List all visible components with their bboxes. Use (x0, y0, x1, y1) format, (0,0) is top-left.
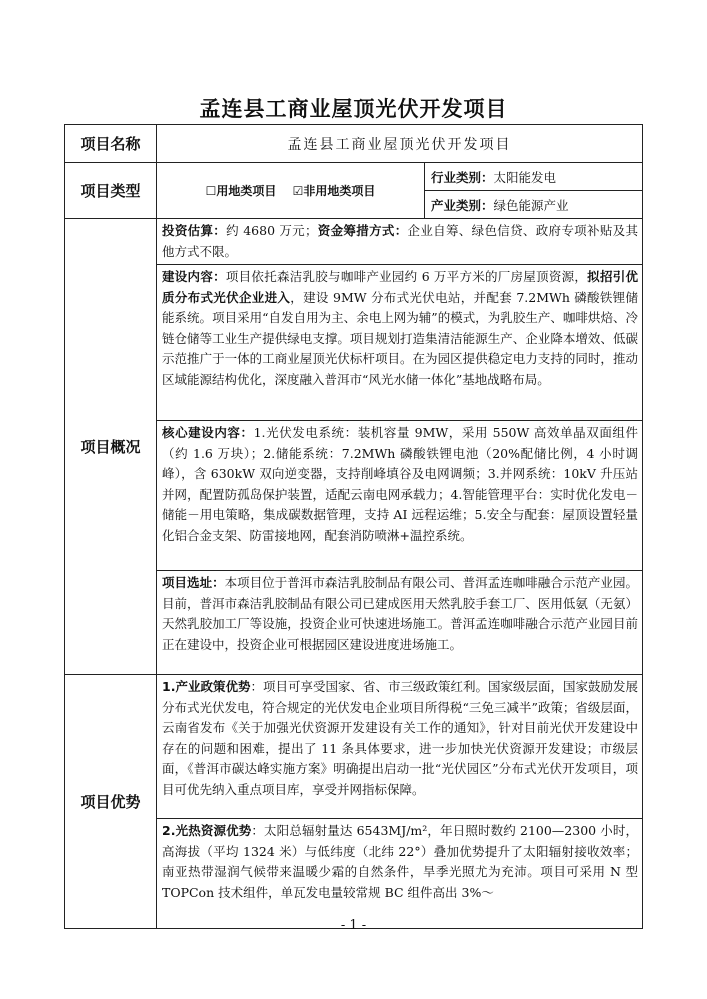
advantages-label: 项目优势 (65, 675, 157, 929)
construction-paragraph (157, 265, 643, 421)
page-number: - 1 - (340, 918, 367, 933)
row-project-type (65, 163, 643, 191)
industry-category-value: 太阳能发电 (493, 169, 557, 185)
construction-heading: 建设内容： (162, 269, 226, 284)
site-paragraph (157, 571, 643, 675)
core-heading: 核心建设内容： (162, 425, 254, 440)
overview-label: 项目概况 (65, 219, 157, 675)
construction-text-1: 项目依托森洁乳胶与咖啡产业园约 6 万平方米的厂房屋顶资源， (225, 269, 588, 284)
policy-paragraph (157, 675, 643, 819)
row-overview-investment (65, 219, 643, 265)
funding-text: 企业自筹、绿色信贷、政府专项补贴及其他方式不限。 (162, 223, 638, 259)
solar-paragraph (157, 819, 643, 929)
land-use-checkbox[interactable]: ☐用地类项目 (205, 184, 277, 198)
construction-highlight: 拟招引优质分布式光伏企业进入 (162, 269, 638, 305)
funding-heading: 资金筹措方式： (317, 223, 408, 238)
sector-category (425, 191, 643, 219)
policy-heading: 1.产业政策优势 (162, 679, 251, 694)
core-paragraph (157, 421, 643, 571)
project-name-label: 项目名称 (65, 125, 157, 163)
row-advantages-policy (65, 675, 643, 819)
policy-text: ：项目可享受国家、省、市三级政策红利。国家级层面，国家鼓励发展分布式光伏发电，符合规定的光伏发电企业项目所得税“三免三减半”政策；省级层面，云南省发布《关于加强光伏资源开发建设有关工作的通知》，针对目前光伏开发建设中存在的问题和困难，提出了 11 条具体要求，进一步加快光伏资源开发建设；市级层面，《普洱市碳达峰实施方案》明确提出启动一批“光伏园区”分布式光伏开发项目，项目可优先纳入重点项目库，享受并网指标保障。 (162, 679, 638, 797)
non-land-use-checkbox[interactable]: ☑非用地类项目 (292, 184, 376, 198)
document-title: 孟连县工商业屋顶光伏开发项目 (199, 97, 508, 121)
project-type-options (157, 163, 425, 219)
sector-category-value: 绿色能源产业 (493, 197, 569, 213)
industry-category-label: 行业类别： (431, 169, 494, 185)
investment-heading: 投资估算： (162, 223, 227, 238)
project-type-label: 项目类型 (65, 163, 157, 219)
project-name-value: 孟连县工商业屋顶光伏开发项目 (157, 125, 643, 163)
site-heading: 项目选址： (162, 575, 225, 590)
site-text: 本项目位于普洱市森洁乳胶制品有限公司、普洱孟连咖啡融合示范产业园。目前，普洱市森洁乳胶制品有限公司已建成医用天然乳胶手套工厂、医用低氨（无氨）天然乳胶加工厂等设施，投资企业可快速进场施工。普洱孟连咖啡融合示范产业园目前正在建设中，投资企业可根据园区建设进度进场施工。 (162, 575, 638, 652)
construction-text-2: ，建设 9MW 分布式光伏电站，并配套 7.2MWh 磷酸铁锂储能系统。项目采用“自发自用为主、余电上网为辅”的模式，为乳胶生产、咖啡烘焙、冷链仓储等工业生产提供绿电支撑。项目规划打造集清洁能源生产、企业降本增效、低碳示范推广于一体的工商业屋顶光伏标杆项目。在为园区提供稳定电力支持的同时，推动区域能源结构优化，深度融入普洱市“风光水储一体化”基地战略布局。 (162, 289, 638, 387)
core-text: 1.光伏发电系统：装机容量 9MW，采用 550W 高效单晶双面组件（约 1.6 万块）；2.储能系统：7.2MWh 磷酸铁锂电池（20%配储比例，4 小时调峰），含 630kW 双向逆变器，支持削峰填谷及电网调频；3.并网系统：10kV 升压站并网，配置防孤岛保护装置，适配云南电网承载力；4.智能管理平台：实时优化发电－储能－用电策略，集成碳数据管理，支持 AI 远程运维；5.安全与配套：屋顶设置轻量化铝合金支架、防雷接地网，配套消防喷淋+温控系统。 (162, 425, 638, 543)
project-table (64, 124, 643, 929)
sector-category-label: 产业类别： (431, 197, 494, 213)
solar-heading: 2.光热资源优势 (162, 823, 252, 838)
investment-paragraph (157, 219, 643, 265)
industry-category (425, 163, 643, 191)
row-project-name (65, 125, 643, 163)
investment-text: 约 4680 万元； (226, 223, 318, 238)
solar-text: ：太阳总辐射量达 6543MJ/m²，年日照时数约 2100—2300 小时，高海拔（平均 1324 米）与低纬度（北纬 22°）叠加优势提升了太阳辐射接收效率；南亚热带湿润气候带来温暖少霜的自然条件，旱季光照尤为充沛。项目可采用 N 型 TOPCon 技术组件，单瓦发电量较常规 BC 组件高出 3%～ (162, 823, 638, 900)
